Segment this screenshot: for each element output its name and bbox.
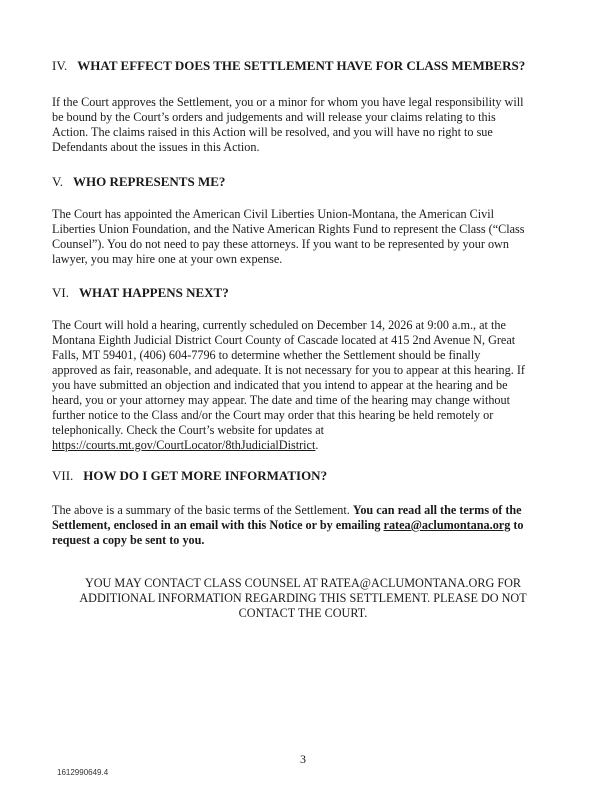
paragraph-line: you have submitted an objection and indicated that you intend to appear at the hearing and be [52,378,508,392]
paragraph-line: The Court has appointed the American Civil Liberties Union-Montana, the American Civil [52,207,495,221]
paragraph-line: Montana Eighth Judicial District Court County of Cascade located at 415 2nd Avenue N, Great [52,333,516,347]
section-body-vii [52,503,552,548]
link-suffix: . [315,438,319,452]
section-heading-v [52,174,225,190]
section-number: VII. [52,468,74,483]
section-title: WHAT EFFECT DOES THE SETTLEMENT HAVE FOR CLASS MEMBERS? [77,58,526,73]
notice-line: YOU MAY CONTACT CLASS COUNSEL AT RATEA@ACLUMONTANA.ORG FOR [84,576,522,590]
paragraph-line: request a copy be sent to you. [52,533,205,547]
document-id: 1612990649.4 [57,768,109,777]
paragraph-line: lawyer, you may hire one at your own expense. [52,252,283,266]
section-body-iv [52,95,552,155]
paragraph-line [52,518,552,533]
section-number: V. [52,174,63,189]
paragraph-line [52,503,552,518]
page-number: 3 [300,752,306,766]
notice-line: CONTACT THE COURT. [238,606,368,620]
section-title: WHAT HAPPENS NEXT? [78,285,229,300]
paragraph-line: Defendants about the issues in this Action. [52,140,260,154]
paragraph-text: The above is a summary of the basic terms of the Settlement. [52,503,353,517]
section-number: IV. [52,58,68,73]
email-link[interactable]: ratea@aclumontana.org [383,518,511,532]
section-body-v [52,207,552,267]
section-number: VI. [52,285,69,300]
paragraph-line: Liberties Union Foundation, and the Native American Rights Fund to represent the Class (“Class [52,222,525,236]
section-heading-iv [52,58,525,74]
paragraph-line: heard, you or your attorney may appear. The date and time of the hearing may change without [52,393,511,407]
paragraph-bold-text: Settlement, enclosed in an email with this Notice or by emailing [52,518,384,532]
contact-notice [40,576,566,621]
paragraph-line: Action. The claims raised in this Action will be resolved, and you will have no right to sue [52,125,493,139]
paragraph-line: Counsel”). You do not need to pay these attorneys. If you want to be represented by your own [52,237,509,251]
section-heading-vii [52,468,327,484]
section-body-vi [52,318,552,453]
paragraph-line: approved as fair, reasonable, and adequate. It is not necessary for you to appear at this hearing. If [52,363,525,377]
paragraph-bold-text: to [510,518,524,532]
court-locator-link[interactable]: https://courts.mt.gov/CourtLocator/8thJudicialDistrict [52,438,316,452]
paragraph-line: The Court will hold a hearing, currently scheduled on December 14, 2026 at 9:00 a.m., at the [52,318,506,332]
paragraph-line: If the Court approves the Settlement, you or a minor for whom you have legal responsibility will [52,95,524,109]
section-heading-vi [52,285,229,301]
notice-line: ADDITIONAL INFORMATION REGARDING THIS SETTLEMENT. PLEASE DO NOT [79,591,527,605]
section-title: HOW DO I GET MORE INFORMATION? [83,468,328,483]
paragraph-line [52,438,552,453]
paragraph-line: telephonically. Check the Court’s website for updates at [52,423,324,437]
paragraph-line: be bound by the Court’s orders and judgements and will release your claims relating to this [52,110,496,124]
section-title: WHO REPRESENTS ME? [72,174,226,189]
paragraph-line: further notice to the Class and/or the Court may order that this hearing be held remotely or [52,408,494,422]
paragraph-bold-text: You can read all the terms of the [352,503,522,517]
paragraph-line: Falls, MT 59401, (406) 604-7796 to determine whether the Settlement should be finally [52,348,481,362]
